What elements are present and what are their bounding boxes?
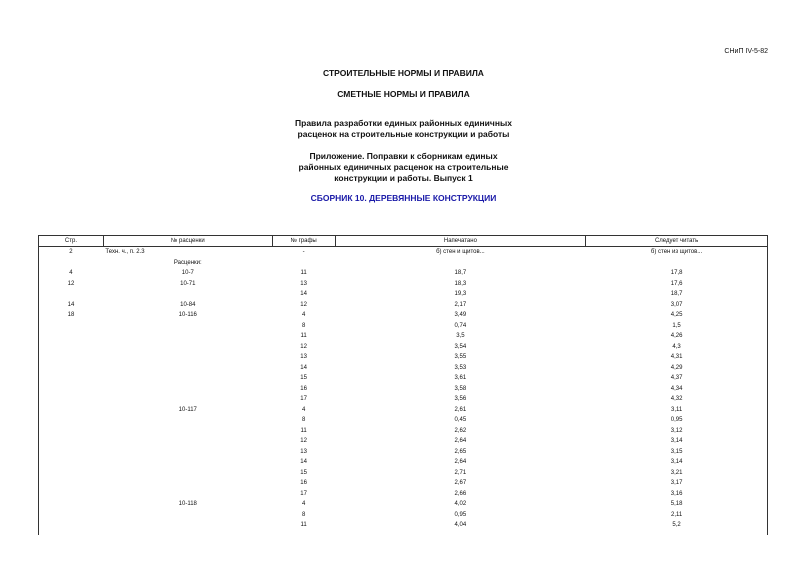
printed-cell: 0,45	[454, 417, 467, 424]
rate-number-cell: 10-7	[181, 270, 194, 277]
column-number-cell: 8	[301, 511, 306, 518]
header-column-number: № графы	[272, 236, 335, 247]
rate-number-cell	[103, 342, 272, 353]
printed-cell: 18,3	[454, 280, 467, 287]
page-cell	[39, 457, 104, 468]
column-number-cell: 11	[300, 270, 307, 277]
table-row	[39, 436, 768, 447]
column-number-cell: 14	[300, 291, 307, 298]
should-read-cell: 4,26	[670, 333, 683, 340]
should-read-cell: 3,11	[670, 406, 683, 413]
table-row	[39, 499, 768, 510]
appendix-title-line-2: районных единичных расценок на строительные	[298, 162, 509, 172]
should-read-cell: 4,31	[670, 354, 683, 361]
table-row	[39, 331, 768, 342]
column-number-cell: 11	[300, 522, 307, 529]
should-read-cell: 4,32	[670, 396, 683, 403]
printed-cell: 4,02	[454, 501, 467, 508]
rate-number-cell	[103, 489, 272, 500]
table-header-row	[39, 236, 768, 247]
table-row	[39, 258, 768, 269]
rate-number-cell	[103, 289, 272, 300]
table-row	[39, 478, 768, 489]
table-row	[39, 247, 768, 258]
rate-number-cell	[103, 457, 272, 468]
printed-cell: 3,56	[454, 396, 467, 403]
page-cell	[39, 436, 104, 447]
printed-cell: 2,64	[454, 459, 467, 466]
table-row	[39, 457, 768, 468]
table-row	[39, 352, 768, 363]
table-body	[39, 247, 768, 531]
collection-title: СБОРНИК 10. ДЕРЕВЯННЫЕ КОНСТРУКЦИИ	[310, 193, 497, 203]
printed-cell: 2,62	[454, 427, 467, 434]
page-cell	[39, 405, 104, 416]
page-cell	[39, 384, 104, 395]
printed-cell: 0,95	[454, 511, 467, 518]
rate-number-cell: 10-84	[180, 301, 196, 308]
should-read-cell: 3,15	[670, 448, 683, 455]
table-row	[39, 310, 768, 321]
rate-number-cell	[103, 520, 272, 531]
rate-number-cell	[103, 394, 272, 405]
table-row	[39, 415, 768, 426]
table-row	[39, 384, 768, 395]
rate-number-cell: 10-117	[178, 406, 197, 413]
page-cell: 14	[67, 301, 75, 308]
rate-number-cell	[103, 363, 272, 374]
page-cell	[39, 489, 104, 500]
should-read-cell: 3,07	[670, 301, 683, 308]
page-cell	[39, 520, 104, 531]
page-cell: 4	[69, 270, 73, 277]
appendix-title-line-3: конструкции и работы. Выпуск 1	[334, 173, 473, 183]
column-number-cell: 4	[301, 312, 306, 319]
page-cell	[39, 342, 104, 353]
table-row	[39, 321, 768, 332]
should-read-cell: 4,3	[672, 343, 681, 350]
rate-number-cell	[103, 331, 272, 342]
should-read-cell: 17,6	[670, 280, 683, 287]
printed-cell: 2,66	[454, 490, 467, 497]
rate-number-cell	[103, 436, 272, 447]
table-row	[39, 279, 768, 290]
should-read-cell: 5,18	[670, 501, 683, 508]
corrections-table	[38, 235, 768, 531]
header-page: Стр.	[39, 236, 104, 247]
page-cell	[39, 468, 104, 479]
printed-cell: 2,61	[454, 406, 467, 413]
should-read-cell: 0,95	[670, 417, 683, 424]
rate-number-cell: 10-118	[178, 501, 197, 508]
header-printed: Напечатано	[335, 236, 586, 247]
rate-number-cell	[103, 510, 272, 521]
column-number-cell: 16	[300, 385, 307, 392]
column-number-cell: 8	[301, 322, 306, 329]
header-rate-number: № расценки	[103, 236, 272, 247]
page-cell	[39, 373, 104, 384]
document-title: СТРОИТЕЛЬНЫЕ НОРМЫ И ПРАВИЛА	[323, 68, 484, 78]
rate-number-cell	[103, 426, 272, 437]
printed-cell: 2,67	[454, 480, 467, 487]
should-read-cell: 1,5	[672, 322, 681, 329]
column-number-cell: 17	[300, 396, 307, 403]
column-number-cell: 13	[300, 448, 307, 455]
column-number-cell: 14	[300, 459, 307, 466]
should-read-cell: б) стен из щитов...	[650, 249, 703, 256]
rate-number-cell	[103, 478, 272, 489]
column-number-cell: 12	[300, 343, 307, 350]
printed-cell	[335, 258, 586, 269]
rate-number-cell	[103, 468, 272, 479]
document-code: СНиП IV-5-82	[724, 48, 768, 55]
rate-number-cell: 10-116	[178, 312, 197, 319]
page-cell	[39, 415, 104, 426]
rules-title-line-2: расценок на строительные конструкции и работы	[297, 129, 510, 139]
page-cell	[39, 426, 104, 437]
table-row	[39, 342, 768, 353]
column-number-cell: 13	[300, 354, 307, 361]
table-row	[39, 373, 768, 384]
printed-cell: 3,54	[454, 343, 467, 350]
page-cell	[39, 258, 104, 269]
should-read-cell: 3,21	[670, 469, 683, 476]
table-row	[39, 394, 768, 405]
should-read-cell	[586, 258, 768, 269]
printed-cell: 19,3	[454, 291, 467, 298]
column-number-cell: 12	[300, 438, 307, 445]
column-number-cell: 8	[301, 417, 306, 424]
printed-cell: 2,65	[454, 448, 467, 455]
column-number-cell: 16	[300, 480, 307, 487]
column-number-cell: 15	[300, 469, 307, 476]
should-read-cell: 3,14	[670, 438, 683, 445]
column-number-cell: 17	[300, 490, 307, 497]
should-read-cell: 4,37	[670, 375, 683, 382]
printed-cell: 3,55	[454, 354, 467, 361]
page-cell	[39, 331, 104, 342]
rate-number-cell: Техн. ч., п. 2.3	[105, 249, 145, 256]
page-cell	[39, 499, 104, 510]
appendix-title-line-1: Приложение. Поправки к сборникам единых	[309, 151, 498, 161]
rules-title-line-1: Правила разработки единых районных единичных	[295, 118, 512, 128]
printed-cell: 3,5	[456, 333, 465, 340]
should-read-cell: 17,8	[670, 270, 683, 277]
column-number-cell	[272, 258, 335, 269]
document-subtitle: СМЕТНЫЕ НОРМЫ И ПРАВИЛА	[337, 89, 470, 99]
printed-cell: б) стен и щитов...	[436, 249, 485, 256]
rate-number-cell	[103, 415, 272, 426]
printed-cell: 4,04	[454, 522, 467, 529]
page-cell	[39, 447, 104, 458]
printed-cell: 3,61	[454, 375, 467, 382]
page-cell	[39, 363, 104, 374]
rate-number-cell	[103, 352, 272, 363]
page-cell	[39, 394, 104, 405]
table-row	[39, 447, 768, 458]
page-cell	[39, 289, 104, 300]
table-row	[39, 468, 768, 479]
should-read-cell: 5,2	[672, 522, 681, 529]
should-read-cell: 2,11	[670, 511, 683, 518]
page-cell	[39, 352, 104, 363]
header-should-read: Следует читать	[586, 236, 768, 247]
page-cell: 2	[69, 249, 73, 256]
table-row	[39, 405, 768, 416]
printed-cell: 0,74	[454, 322, 467, 329]
should-read-cell: 4,34	[670, 385, 683, 392]
rate-number-cell	[103, 384, 272, 395]
column-number-cell: -	[302, 249, 305, 256]
column-number-cell: 11	[300, 333, 307, 340]
rate-number-cell	[103, 447, 272, 458]
page-cell	[39, 321, 104, 332]
column-number-cell: 4	[301, 501, 306, 508]
page-cell: 12	[67, 280, 75, 287]
column-number-cell: 4	[301, 406, 306, 413]
table-row	[39, 489, 768, 500]
table-row	[39, 289, 768, 300]
should-read-cell: 4,25	[670, 312, 683, 319]
column-number-cell: 11	[300, 427, 307, 434]
rate-number-cell: 10-71	[180, 280, 196, 287]
rate-number-cell: Расценки:	[173, 259, 202, 266]
rate-number-cell	[103, 373, 272, 384]
column-number-cell: 15	[300, 375, 307, 382]
should-read-cell: 3,16	[670, 490, 683, 497]
should-read-cell: 18,7	[670, 291, 683, 298]
printed-cell: 2,17	[454, 301, 467, 308]
table-row	[39, 426, 768, 437]
column-number-cell: 14	[300, 364, 307, 371]
printed-cell: 2,71	[454, 469, 467, 476]
should-read-cell: 3,14	[670, 459, 683, 466]
table-row	[39, 268, 768, 279]
table-row	[39, 300, 768, 311]
should-read-cell: 3,12	[670, 427, 683, 434]
rate-number-cell	[103, 321, 272, 332]
page-cell: 18	[67, 312, 75, 319]
should-read-cell: 4,29	[670, 364, 683, 371]
printed-cell: 3,58	[454, 385, 467, 392]
printed-cell: 3,53	[454, 364, 467, 371]
table-row	[39, 510, 768, 521]
printed-cell: 18,7	[454, 270, 467, 277]
column-number-cell: 13	[300, 280, 307, 287]
table-row	[39, 520, 768, 531]
should-read-cell: 3,17	[670, 480, 683, 487]
page-cell	[39, 478, 104, 489]
printed-cell: 2,64	[454, 438, 467, 445]
printed-cell: 3,49	[454, 312, 467, 319]
table-row	[39, 363, 768, 374]
page-cell	[39, 510, 104, 521]
column-number-cell: 12	[300, 301, 307, 308]
